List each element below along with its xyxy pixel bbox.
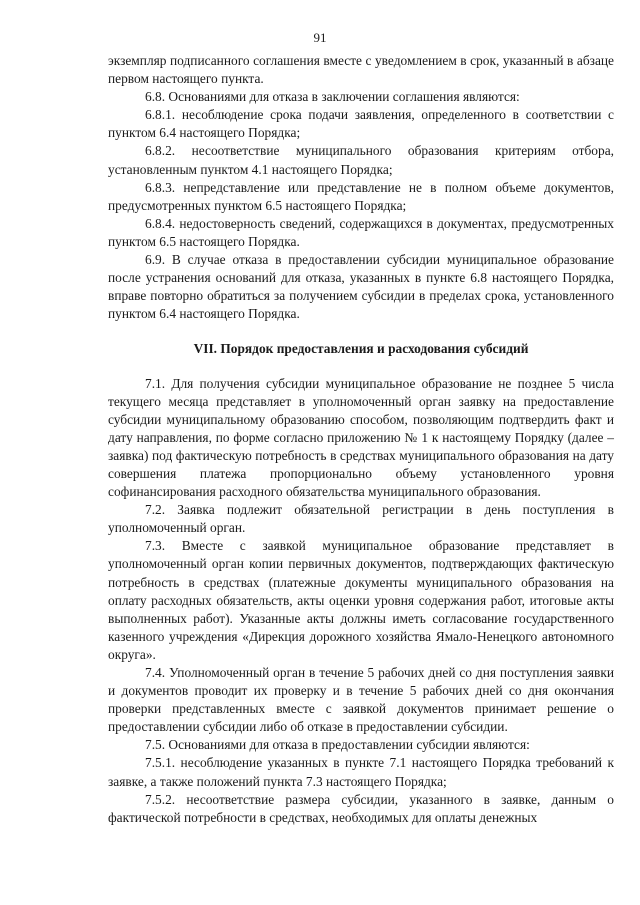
paragraph: 7.4. Уполномоченный орган в течение 5 рабочих дней со дня поступления заявки и документов проводит их проверку и в течение 5 рабочих дней со дня окончания проверки представленных вместе с заявкой документов принимает решение о предоставлении субсидии либо об отказе в предоставлении субсидии. <box>108 665 614 735</box>
paragraph: 6.8. Основаниями для отказа в заключении соглашения являются: <box>145 89 520 105</box>
paragraph: экземпляр подписанного соглашения вместе с уведомлением в срок, указанный в абзаце первом настоящего пункта. <box>108 53 614 87</box>
paragraph: 7.2. Заявка подлежит обязательной регистрации в день поступления в уполномоченный орган. <box>108 502 614 536</box>
paragraph: 7.1. Для получения субсидии муниципальное образование не позднее 5 числа текущего месяца представляет в уполномоченный орган заявку на предоставление субсидии муниципальному образованию способом, позволяющим подтвердить факт и дату направления, по форме согласно приложению № 1 к настоящему Порядку (далее – заявка) под фактическую потребность в средствах муниципального образования на дату совершения платежа пропорционально объему установленного уровня софинансирования расходного обязательства муниципального образования. <box>108 375 614 500</box>
section-title: VII. Порядок предоставления и расходования субсидий <box>193 341 529 357</box>
paragraph: 6.9. В случае отказа в предоставлении субсидии муниципальное образование после устранения оснований для отказа, указанных в пункте 6.8 настоящего Порядка, вправе повторно обратиться за получением субсидии в пределах срока, установленного пунктом 6.4 настоящего Порядка. <box>108 252 614 322</box>
page-number: 91 <box>313 30 327 45</box>
paragraph: 7.5.2. несоответствие размера субсидии, указанного в заявке, данным о фактической потребности в средствах, необходимых для оплаты денежных <box>108 791 614 825</box>
paragraph: 6.8.1. несоблюдение срока подачи заявления, определенного в соответствии с пунктом 6.4 настоящего Порядка; <box>108 107 614 141</box>
document-body <box>108 52 614 827</box>
section-6-continuation <box>108 52 614 323</box>
paragraph: 6.8.3. непредставление или представление не в полном объеме документов, предусмотренных пунктом 6.5 настоящего Порядка; <box>108 179 614 213</box>
paragraph: 6.8.2. несоответствие муниципального образования критериям отбора, установленным пунктом 4.1 настоящего Порядка; <box>108 143 614 177</box>
paragraph: 7.3. Вместе с заявкой муниципальное образование представляет в уполномоченный орган копии первичных документов, подтверждающих фактическую потребность в средствах (платежные документы муниципального образования на оплату расходных обязательств, акты оценки уровня содержания работ, итоговые акты выполненных работ). Указанные акты должны иметь согласование государственного казенного учреждения «Дирекция дорожного хозяйства Ямало-Ненецкого автономного округа». <box>108 538 614 662</box>
paragraph: 6.8.4. недостоверность сведений, содержащихся в документах, предусмотренных пунктом 6.5 настоящего Порядка. <box>108 215 614 249</box>
paragraph: 7.5.1. несоблюдение указанных в пункте 7.1 настоящего Порядка требований к заявке, а также положений пункта 7.3 настоящего Порядка; <box>108 755 614 789</box>
paragraph: 7.5. Основаниями для отказа в предоставлении субсидии являются: <box>145 737 530 753</box>
section-7-body <box>108 375 614 827</box>
